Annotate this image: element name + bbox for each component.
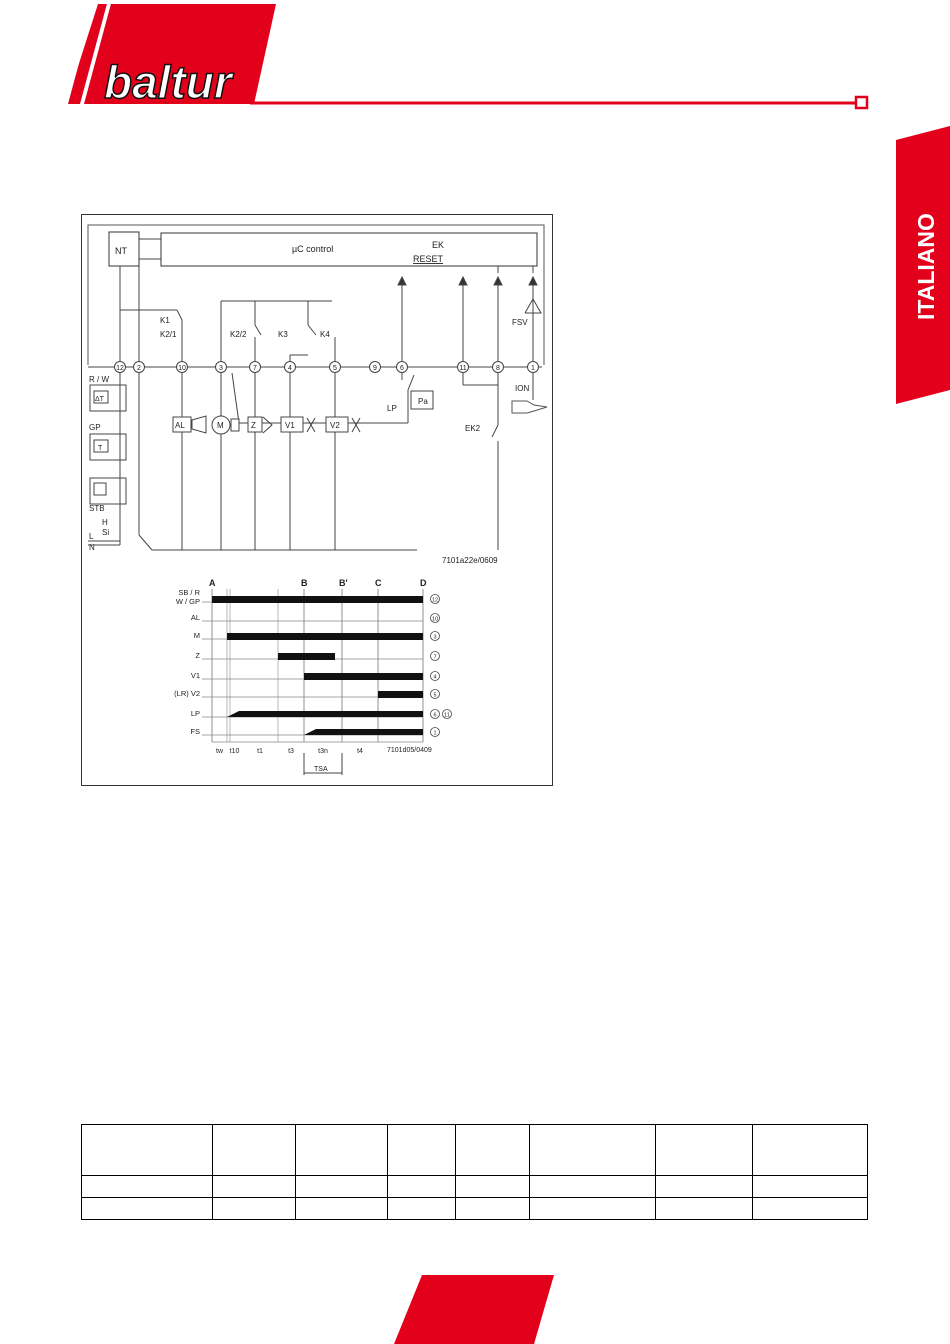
table-cell [753,1176,868,1198]
terminal-label: 7 [253,365,257,372]
v2-label: V2 [330,421,340,430]
k21-label: K2/1 [160,330,177,339]
stb-label: STB [89,504,105,513]
m-label: M [217,421,224,430]
dt-label: ΔT [95,396,104,403]
table-cell [296,1125,388,1176]
timing-period-label: t10 [229,748,240,755]
timing-bar [227,633,423,640]
data-table [81,1124,868,1220]
table-cell [753,1125,868,1176]
timing-chart [174,578,451,775]
table-cell [213,1125,296,1176]
timing-bar [378,691,423,698]
uc-control-label: µC control [292,244,334,254]
pa-label: Pa [418,397,428,406]
table-cell [656,1198,753,1220]
k1-label: K1 [160,316,170,325]
rw-label: R / W [89,375,109,384]
terminal-strip [88,362,542,373]
timing-terminal-label: 6 [433,712,437,719]
table-cell [388,1198,456,1220]
timing-row-label: V1 [190,671,200,680]
language-tab [890,120,950,410]
table-cell [213,1198,296,1220]
k22-label: K2/2 [230,330,247,339]
timing-terminal-label: 7 [433,654,437,661]
table-row [82,1198,868,1220]
nt-label: NT [115,246,127,256]
timing-row-label: LP [190,709,200,718]
table-cell [656,1176,753,1198]
terminal-label: 2 [137,365,141,372]
table-cell [530,1125,656,1176]
table-cell [656,1125,753,1176]
terminal-label: 8 [496,365,500,372]
terminal-label: 4 [288,365,292,372]
timing-terminal-label: 12 [431,597,439,604]
timing-row-label: M [193,631,200,640]
table-cell [456,1125,530,1176]
terminal-label: 5 [333,365,337,372]
external-wiring [88,373,547,552]
table-cell [82,1125,213,1176]
terminal-label: 1 [531,365,535,372]
timing-terminal-label: 3 [433,634,437,641]
timing-marker-label: B' [339,578,348,588]
table-cell [388,1176,456,1198]
control-unit [88,225,544,365]
logo-text: baltur [104,56,232,108]
terminal-label: 11 [459,365,467,372]
terminal-label: 9 [373,365,377,372]
timing-period-label: t3n [318,748,328,755]
table-cell [296,1198,388,1220]
table-cell [213,1176,296,1198]
ek2-label: EK2 [465,424,481,433]
timing-terminal-label: 10 [431,616,439,623]
gp-label: GP [89,423,101,432]
l-label: L [89,532,94,541]
terminal-label: 10 [178,365,186,372]
table-cell [82,1176,213,1198]
baltur-logo [64,0,276,108]
n-label: N [89,543,95,552]
si-label: Si [102,528,110,537]
header [0,0,950,130]
timing-period-label: tw [216,748,223,755]
t-label: T [98,445,103,452]
timing-terminal-label: 4 [433,674,437,681]
h-label: H [102,518,108,527]
terminal-label: 6 [400,365,404,372]
table-cell [530,1198,656,1220]
k4-label: K4 [320,330,330,339]
al-label: AL [175,421,185,430]
uc-control-box [161,233,537,266]
timing-terminal-label: 11 [444,712,450,719]
ek-label: EK [432,240,445,250]
page-footer-tab [392,1272,562,1344]
timing-bar [304,673,423,680]
table-cell [296,1176,388,1198]
timing-marker-label: C [375,578,382,588]
table-cell [456,1198,530,1220]
timing-row-label: W / GP [175,597,200,606]
table-cell [530,1176,656,1198]
timing-marker-label: A [209,578,216,588]
loads [173,416,360,434]
tsa-label: TSA [314,766,328,773]
k3-label: K3 [278,330,288,339]
table-cell [82,1198,213,1220]
table-cell [388,1125,456,1176]
timing-code: 7101d05/0409 [387,747,432,754]
timing-bar [278,653,335,660]
timing-marker-label: D [420,578,427,588]
timing-period-label: t3 [288,748,294,755]
table-header-row [82,1125,868,1176]
timing-bar [227,711,423,717]
terminal-label: 12 [116,365,124,372]
timing-terminal-label: 1 [433,730,437,737]
lp-label: LP [387,404,397,413]
v1-label: V1 [285,421,295,430]
reset-label: RESET [413,254,444,264]
timing-bar [304,729,423,735]
ion-label: ION [515,384,530,393]
timing-row-label: (LR) V2 [174,689,200,698]
wiring-figure [81,214,553,786]
timing-period-label: t4 [357,748,363,755]
language-tab-label: ITALIANO [913,213,939,320]
z-label: Z [251,421,256,430]
timing-bar [212,596,423,603]
header-rule-end-square [856,97,867,108]
table-row [82,1176,868,1198]
timing-terminal-label: 5 [433,692,437,699]
table-cell [456,1176,530,1198]
internal-wiring [120,266,541,362]
fsv-label: FSV [512,318,528,327]
terminal-label: 3 [219,365,223,372]
wiring-code: 7101a22e/0609 [442,556,498,565]
table-cell [753,1198,868,1220]
timing-period-label: t1 [257,748,263,755]
timing-row-label: FS [190,727,200,736]
timing-row-label: AL [190,613,200,622]
timing-row-label: SB / R [178,588,200,597]
timing-marker-label: B [301,578,308,588]
timing-row-label: Z [195,651,200,660]
